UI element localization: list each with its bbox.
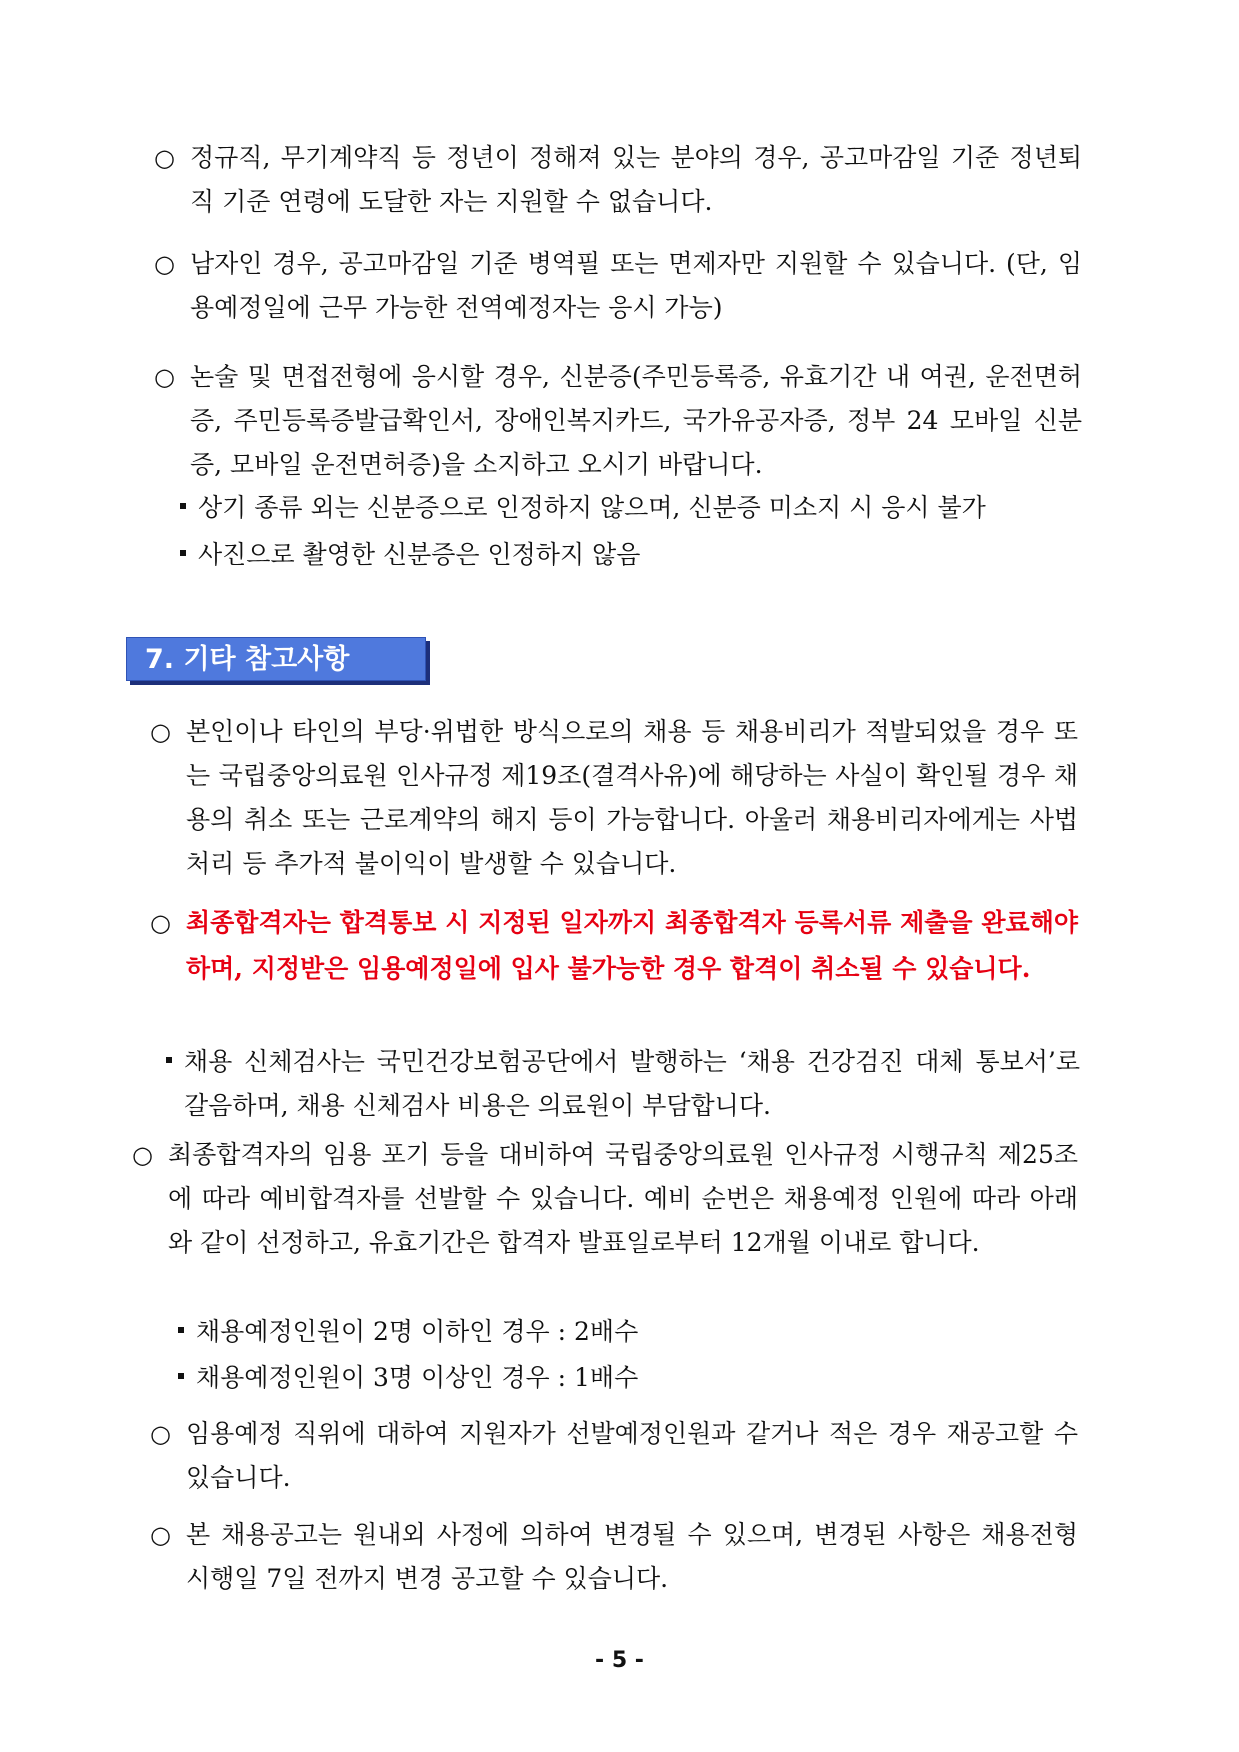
circle-bullet-icon: ○ [150,718,171,746]
paragraph-retirement-age [154,136,1082,224]
bullet-text: 채용예정인원이 2명 이하인 경우 : 2배수 [196,1317,639,1346]
paragraph-reserve-candidates [132,1133,1078,1265]
square-bullet-icon [180,503,186,509]
paragraph-text: 정규직, 무기계약직 등 정년이 정해져 있는 분야의 경우, 공고마감일 기준 정년퇴직 기준 연령에 도달한 자는 지원할 수 없습니다. [190,143,1082,216]
page-number: - 5 - [595,1648,644,1673]
paragraph-text: 남자인 경우, 공고마감일 기준 병역필 또는 면제자만 지원할 수 있습니다. (단, 임용예정일에 근무 가능한 전역예정자는 응시 가능) [190,249,1082,322]
square-bullet-icon [178,1327,184,1333]
bullet-health-check [184,1040,1080,1128]
paragraph-hiring-fraud [150,710,1078,886]
circle-bullet-icon: ○ [150,909,171,937]
bullet-text: 채용 신체검사는 국민건강보험공단에서 발행하는 ‘채용 건강검진 대체 통보서’로 갈음하며, 채용 신체검사 비용은 의료원이 부담합니다. [184,1047,1080,1120]
bullet-photo-id [198,533,1082,577]
bullet-text: 사진으로 촬영한 신분증은 인정하지 않음 [198,540,641,569]
paragraph-text: 논술 및 면접전형에 응시할 경우, 신분증(주민등록증, 유효기간 내 여권, 운전면허증, 주민등록증발급확인서, 장애인복지카드, 국가유공자증, 정부 24 모바일 신분증, 모바일 운전면허증)을 소지하고 오시기 바랍니다. [190,362,1082,479]
paragraph-notice-changes [150,1513,1078,1601]
paragraph-text: 최종합격자의 임용 포기 등을 대비하여 국립중앙의료원 인사규정 시행규칙 제25조에 따라 예비합격자를 선발할 수 있습니다. 예비 순번은 채용예정 인원에 따라 아래와 같이 선정하고, 유효기간은 합격자 발표일로부터 12개월 이내로 합니다. [168,1140,1078,1257]
square-bullet-icon [180,550,186,556]
paragraph-readvertisement [150,1412,1078,1500]
bullet-text: 채용예정인원이 3명 이상인 경우 : 1배수 [196,1363,639,1392]
circle-bullet-icon: ○ [154,250,175,278]
square-bullet-icon [178,1373,184,1379]
bullet-text: 상기 종류 외는 신분증으로 인정하지 않으며, 신분증 미소지 시 응시 불가 [198,493,986,522]
circle-bullet-icon: ○ [150,1420,171,1448]
circle-bullet-icon: ○ [132,1141,153,1169]
paragraph-id-requirement [154,355,1082,487]
bullet-id-types [198,486,1082,530]
circle-bullet-icon: ○ [154,363,175,391]
bullet-reserve-3-or-more [196,1356,1076,1400]
circle-bullet-icon: ○ [150,1521,171,1549]
bullet-reserve-2-or-less [196,1310,1076,1354]
square-bullet-icon [166,1057,172,1063]
paragraph-text: 본 채용공고는 원내외 사정에 의하여 변경될 수 있으며, 변경된 사항은 채용전형 시행일 7일 전까지 변경 공고할 수 있습니다. [186,1520,1078,1593]
paragraph-military-service [154,242,1082,330]
paragraph-final-submission-notice [150,900,1078,992]
paragraph-text-emphasis: 최종합격자는 합격통보 시 지정된 일자까지 최종합격자 등록서류 제출을 완료해야하며, 지정받은 임용예정일에 입사 불가능한 경우 합격이 취소될 수 있습니다. [186,908,1078,983]
paragraph-text: 임용예정 직위에 대하여 지원자가 선발예정인원과 같거나 적은 경우 재공고할 수 있습니다. [186,1419,1078,1492]
circle-bullet-icon: ○ [154,144,175,172]
section-header-other-notes: 7. 기타 참고사항 [126,637,426,681]
paragraph-text: 본인이나 타인의 부당·위법한 방식으로의 채용 등 채용비리가 적발되었을 경우 또는 국립중앙의료원 인사규정 제19조(결격사유)에 해당하는 사실이 확인될 경우 채용의 취소 또는 근로계약의 해지 등이 가능합니다. 아울러 채용비리자에게는 사법처리 등 추가적 불이익이 발생할 수 있습니다. [186,717,1078,878]
